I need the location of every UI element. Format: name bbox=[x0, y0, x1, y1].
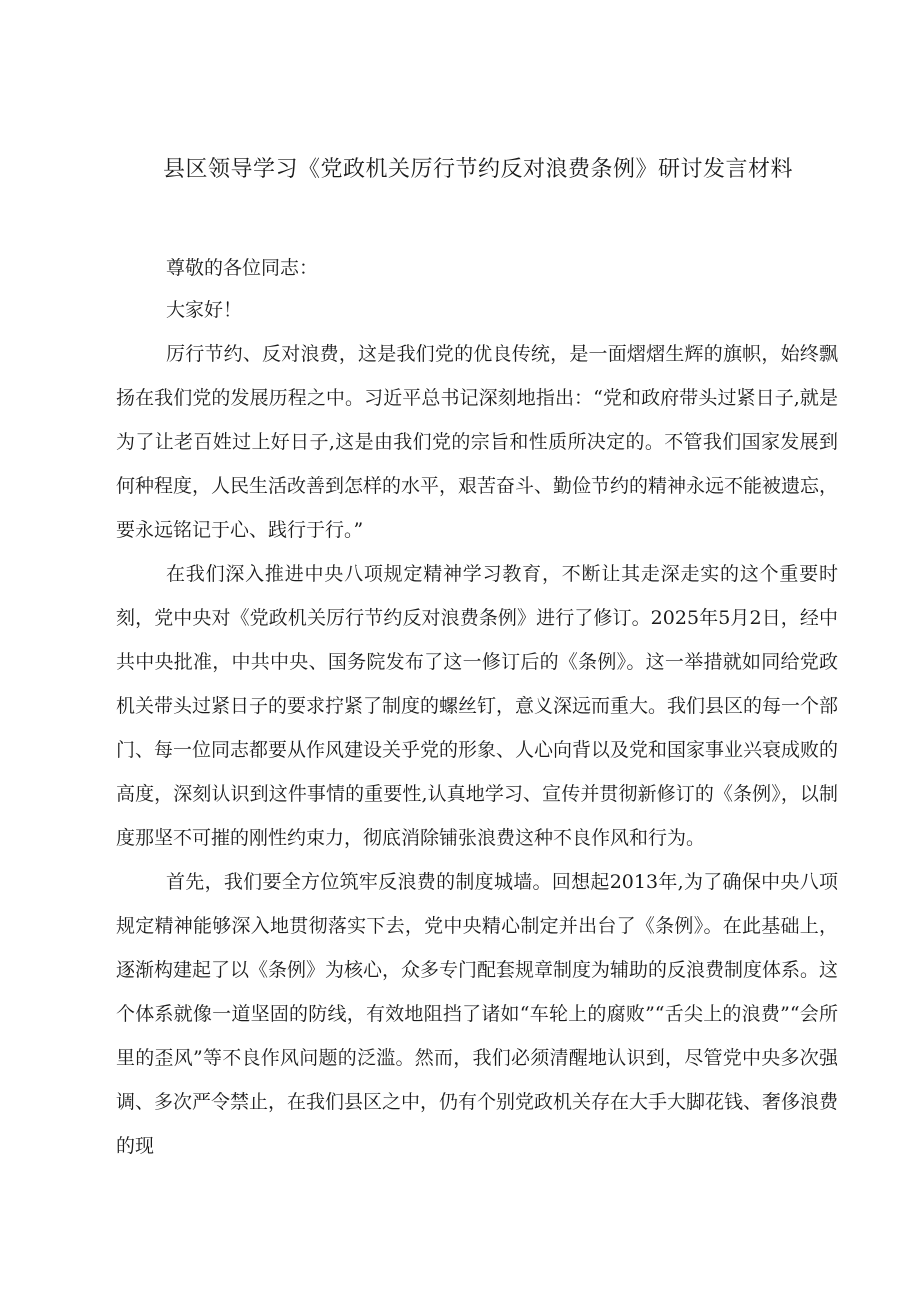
paragraph-1: 厉行节约、反对浪费，这是我们党的优良传统，是一面熠熠生辉的旗帜，始终飘扬在我们党的发展历程之中。习近平总书记深刻地指出：“党和政府带头过紧日子,就是为了让老百姓过上好日子,这是由我们党的宗旨和性质所决定的。不管我们国家发展到何种程度，人民生活改善到怎样的水平，艰苦奋斗、勤俭节约的精神永远不能被遗忘，要永远铭记于心、践行于行。” bbox=[116, 343, 839, 541]
document-body bbox=[116, 246, 838, 1168]
greeting: 大家好！ bbox=[166, 299, 243, 321]
paragraph-2: 在我们深入推进中央八项规定精神学习教育，不断让其走深走实的这个重要时刻，党中央对《党政机关厉行节约反对浪费条例》进行了修订。2025年5月2日，经中共中央批准，中共中央、国务院发布了这一修订后的《条例》。这一举措就如同给党政机关带头过紧日子的要求拧紧了制度的螺丝钉，意义深远而重大。我们县区的每一个部门、每一位同志都要从作风建设关乎党的形象、人心向背以及党和国家事业兴衰成败的高度，深刻认识到这件事情的重要性,认真地学习、宣传并贯彻新修订的《条例》，以制度那坚不可摧的刚性约束力，彻底消除铺张浪费这种不良作风和行为。 bbox=[116, 563, 839, 849]
salutation: 尊敬的各位同志： bbox=[166, 257, 319, 279]
document-title: 县区领导学习《党政机关厉行节约反对浪费条例》研讨发言材料 bbox=[162, 157, 793, 182]
paragraph-3: 首先，我们要全方位筑牢反浪费的制度城墙。回想起2013年,为了确保中央八项规定精神能够深入地贯彻落实下去，党中央精心制定并出台了《条例》。在此基础上，逐渐构建起了以《条例》为核心，众多专门配套规章制度为辅助的反浪费制度体系。这个体系就像一道坚固的防线，有效地阻挡了诸如“车轮上的腐败”“舌尖上的浪费”“会所里的歪风”等不良作风问题的泛滥。然而，我们必须清醒地认识到，尽管党中央多次强调、多次严令禁止，在我们县区之中，仍有个别党政机关存在大手大脚花钱、奢侈浪费的现 bbox=[116, 871, 839, 1157]
